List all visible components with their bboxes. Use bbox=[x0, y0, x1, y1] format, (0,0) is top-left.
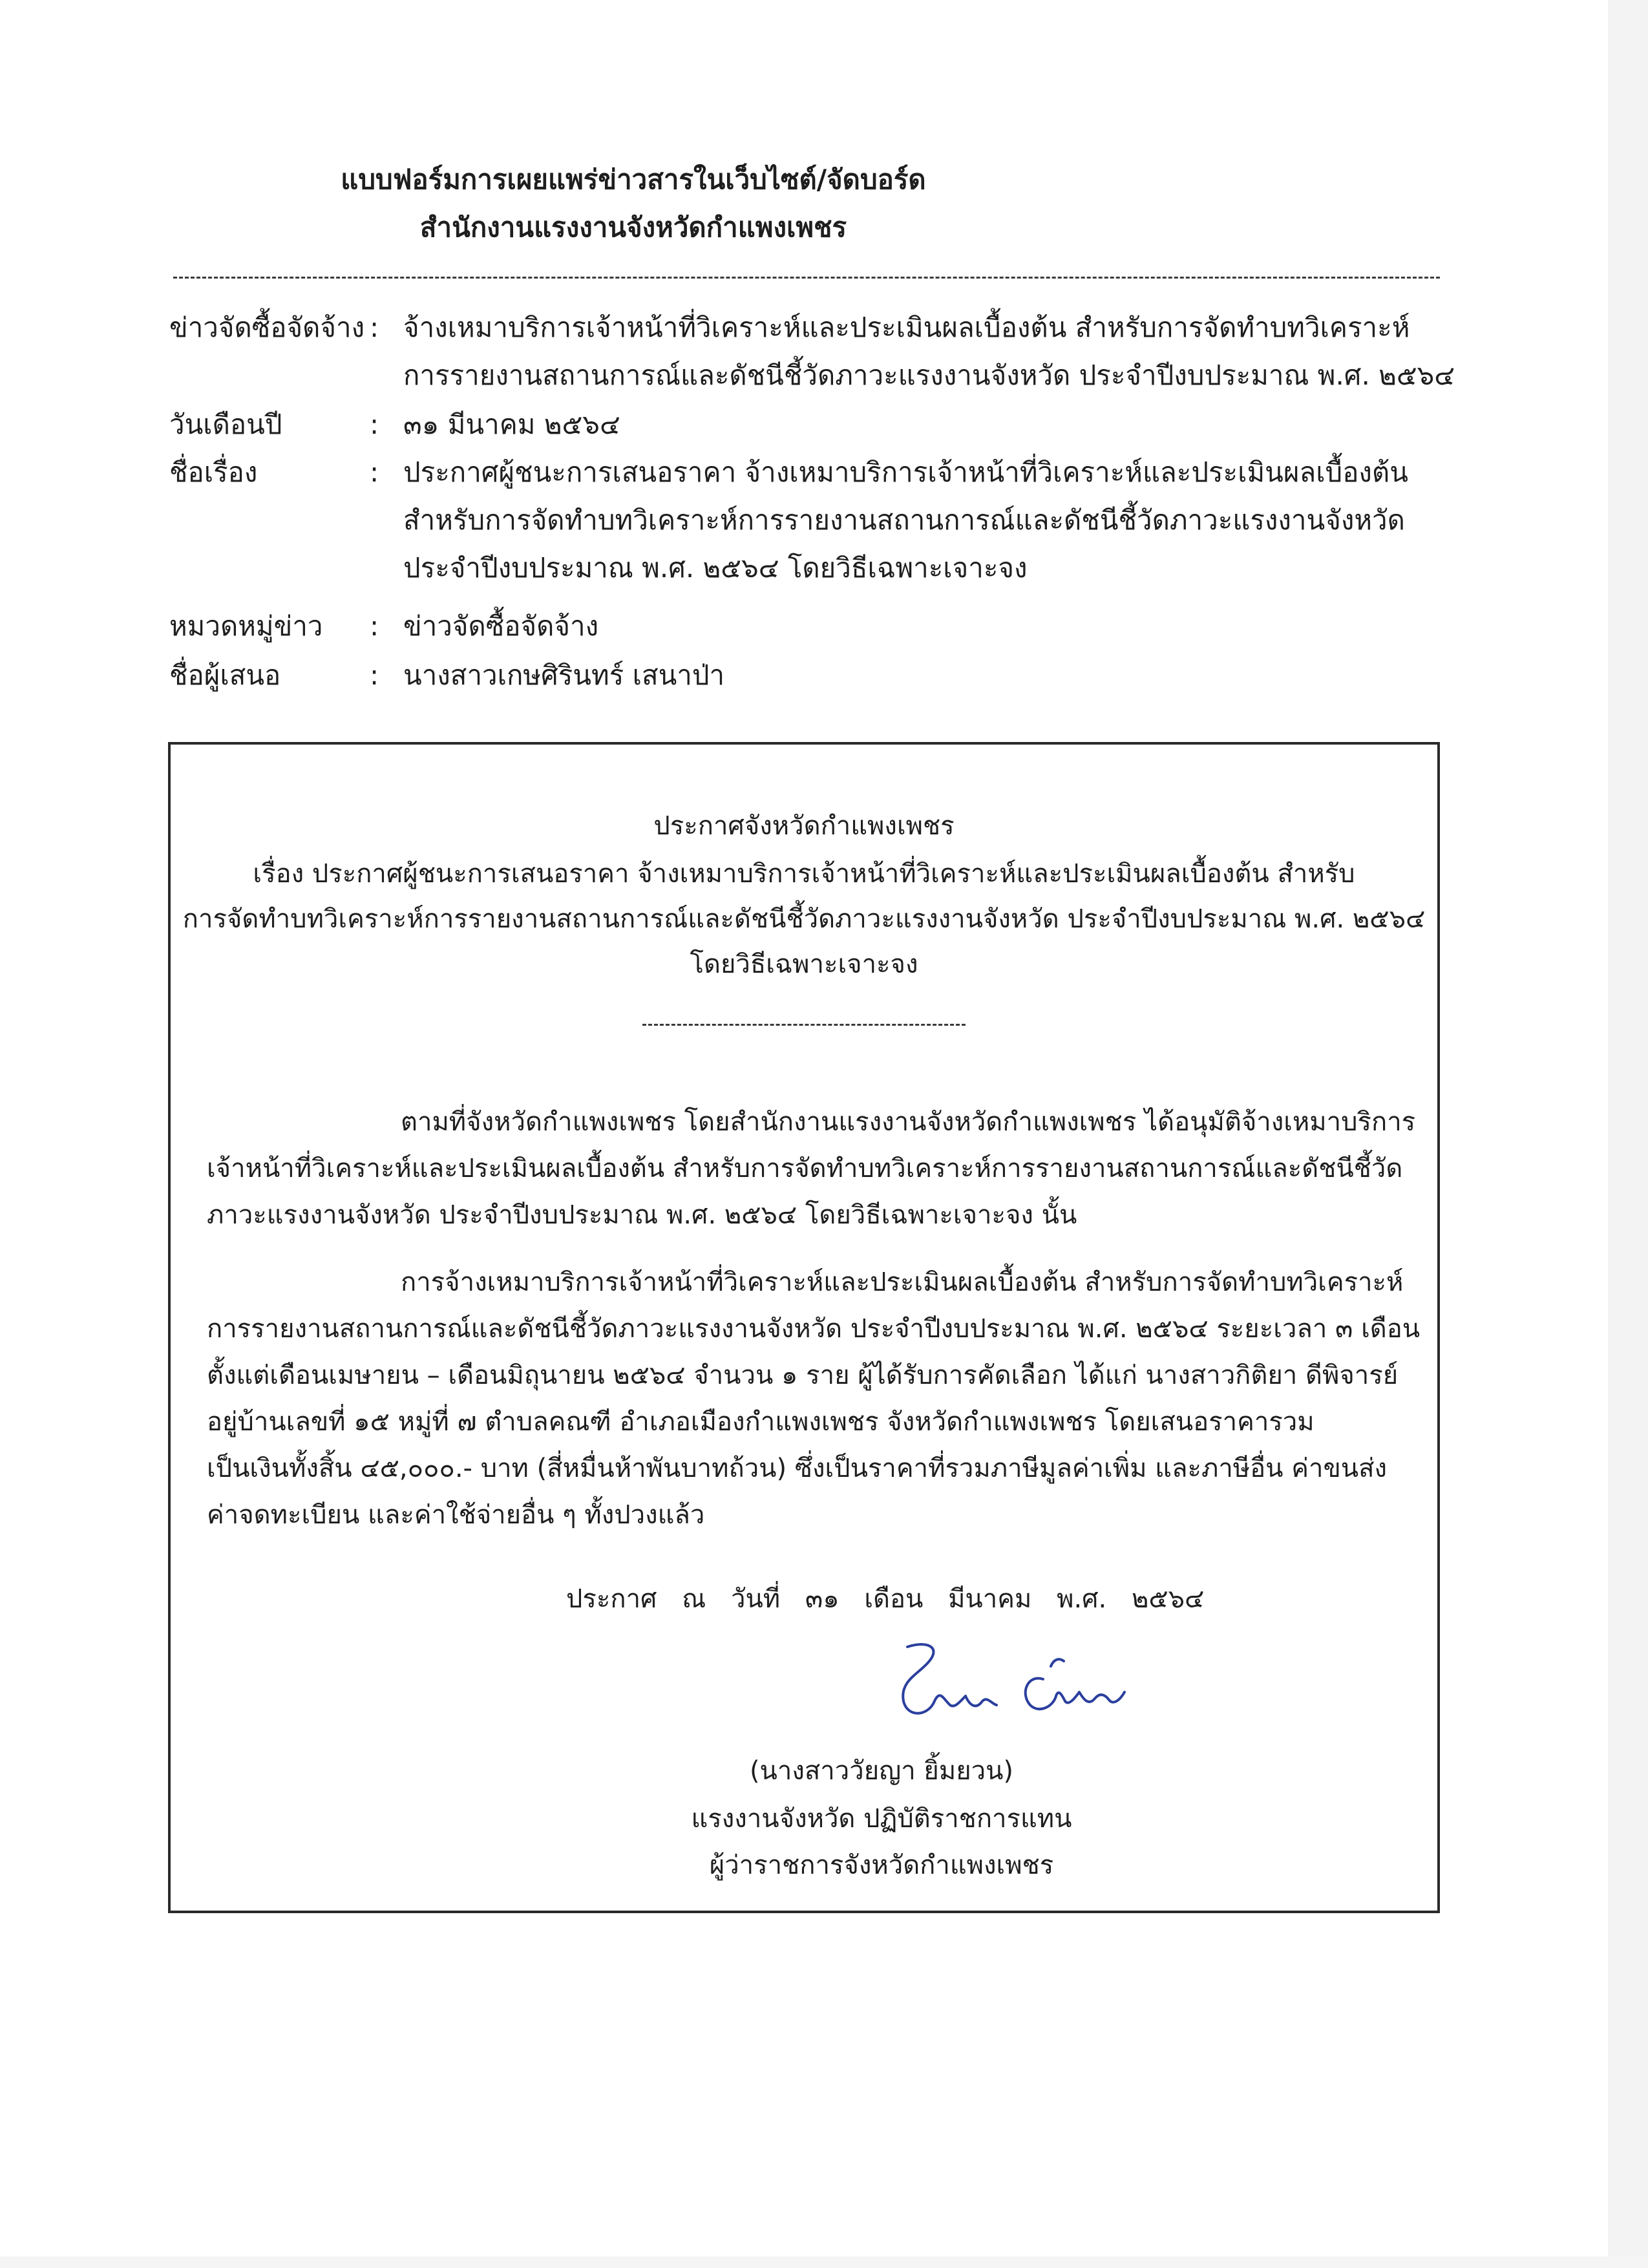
header-divider bbox=[173, 277, 1440, 279]
date-day-label: วันที่ bbox=[730, 1584, 781, 1614]
scan-bottom-edge bbox=[0, 2256, 1648, 2268]
paragraph-line: ค่าจดทะเบียน และค่าใช้จ่ายอื่น ๆ ทั้งปวงแล้ว bbox=[207, 1500, 705, 1530]
office-title: สำนักงานแรงงานจังหวัดกำแพงเพชร bbox=[419, 211, 847, 243]
meta-value bbox=[403, 449, 1437, 592]
meta-colon: : bbox=[370, 312, 379, 343]
paragraph-line: เป็นเงินทั้งสิ้น ๔๕,๐๐๐.- บาท (สี่หมื่นห้าพันบาทถ้วน) ซึ่งเป็นราคาที่รวมภาษีมูลค่าเพิ่ม และภาษีอื่น ค่าขนส่ง bbox=[207, 1454, 1388, 1483]
announcement-box bbox=[168, 742, 1440, 1913]
paragraph-2 bbox=[207, 1259, 1421, 1538]
announcement-divider bbox=[642, 1024, 966, 1026]
meta-value bbox=[403, 602, 1437, 650]
signer-position-2: ผู้ว่าราชการจังหวัดกำแพงเพชร bbox=[709, 1850, 1054, 1880]
announcement-date-line bbox=[566, 1580, 1221, 1618]
meta-colon: : bbox=[370, 408, 379, 440]
paragraph-line: เจ้าหน้าที่วิเคราะห์และประเมินผลเบื้องต้น สำหรับการจัดทำบทวิเคราะห์การรายงานสถานการณ์และดัชนีชี้วัด bbox=[207, 1154, 1403, 1183]
date-year-label: พ.ศ. bbox=[1057, 1584, 1107, 1614]
meta-colon: : bbox=[370, 659, 379, 691]
date-prefix: ประกาศ bbox=[566, 1584, 657, 1614]
meta-colon: : bbox=[370, 610, 379, 642]
meta-value bbox=[403, 652, 1437, 699]
meta-value-line: การรายงานสถานการณ์และดัชนีชี้วัดภาวะแรงงานจังหวัด ประจำปีงบประมาณ พ.ศ. ๒๕๖๔ bbox=[403, 359, 1455, 391]
meta-value bbox=[403, 304, 1455, 399]
meta-label: ข่าวจัดซื้อจัดจ้าง bbox=[169, 312, 365, 343]
meta-value-line: ๓๑ มีนาคม ๒๕๖๔ bbox=[403, 408, 620, 440]
announcement-subject-line: การจัดทำบทวิเคราะห์การรายงานสถานการณ์และดัชนีชี้วัดภาวะแรงงานจังหวัด ประจำปีงบประมาณ พ.ศ. ๒๕๖๔ bbox=[182, 904, 1426, 934]
meta-value-line: สำหรับการจัดทำบทวิเคราะห์การรายงานสถานการณ์และดัชนีชี้วัดภาวะแรงงานจังหวัด bbox=[403, 504, 1405, 536]
paragraph-1 bbox=[207, 1099, 1416, 1238]
meta-value-line: ประจำปีงบประมาณ พ.ศ. ๒๕๖๔ โดยวิธีเฉพาะเจาะจง bbox=[403, 552, 1028, 584]
paragraph-line: ภาวะแรงงานจังหวัด ประจำปีงบประมาณ พ.ศ. ๒๕๖๔ โดยวิธีเฉพาะเจาะจง นั้น bbox=[207, 1200, 1077, 1230]
meta-value-line: ข่าวจัดซื้อจัดจ้าง bbox=[403, 610, 599, 642]
meta-colon: : bbox=[370, 456, 379, 488]
paragraph-line: ตามที่จังหวัดกำแพงเพชร โดยสำนักงานแรงงานจังหวัดกำแพงเพชร ได้อนุมัติจ้างเหมาบริการ bbox=[401, 1107, 1416, 1137]
meta-label: หมวดหมู่ข่าว bbox=[169, 610, 323, 642]
date-month: มีนาคม bbox=[948, 1584, 1032, 1614]
meta-label: ชื่อเรื่อง bbox=[169, 456, 258, 488]
announcement-subject-line: โดยวิธีเฉพาะเจาะจง bbox=[690, 949, 918, 979]
date-year: ๒๕๖๔ bbox=[1131, 1584, 1205, 1614]
meta-value-line: นางสาวเกษศิรินทร์ เสนาป่า bbox=[403, 659, 725, 691]
announcement-subject-line: เรื่อง ประกาศผู้ชนะการเสนอราคา จ้างเหมาบริการเจ้าหน้าที่วิเคราะห์และประเมินผลเบื้องต้น สำหรับ bbox=[253, 859, 1355, 889]
paragraph-line: การรายงานสถานการณ์และดัชนีชี้วัดภาวะแรงงานจังหวัด ประจำปีงบประมาณ พ.ศ. ๒๕๖๔ ระยะเวลา ๓ เดือน bbox=[207, 1314, 1421, 1344]
meta-label: วันเดือนปี bbox=[169, 408, 282, 440]
meta-value-line: ประกาศผู้ชนะการเสนอราคา จ้างเหมาบริการเจ้าหน้าที่วิเคราะห์และประเมินผลเบื้องต้น bbox=[403, 456, 1408, 488]
signer-position: แรงงานจังหวัด ปฏิบัติราชการแทน bbox=[691, 1804, 1072, 1834]
signer-name: (นางสาววัยญา ยิ้มยวน) bbox=[749, 1756, 1014, 1786]
form-title: แบบฟอร์มการเผยแพร่ข่าวสารในเว็บไซต์/จัดบอร์ด bbox=[341, 164, 926, 195]
paragraph-line: ตั้งแต่เดือนเมษายน – เดือนมิถุนายน ๒๕๖๔ จำนวน ๑ ราย ผู้ได้รับการคัดเลือก ได้แก่ นางสาวกิติยา ดีพิจารย์ bbox=[207, 1361, 1399, 1390]
date-day: ๓๑ bbox=[805, 1584, 840, 1614]
meta-label: ชื่อผู้เสนอ bbox=[169, 659, 281, 691]
scan-edge bbox=[1608, 0, 1648, 2268]
paragraph-line: การจ้างเหมาบริการเจ้าหน้าที่วิเคราะห์และประเมินผลเบื้องต้น สำหรับการจัดทำบทวิเคราะห์ bbox=[401, 1267, 1404, 1297]
date-na: ณ bbox=[682, 1584, 706, 1614]
handwritten-signature bbox=[882, 1634, 1153, 1744]
paragraph-line: อยู่บ้านเลขที่ ๑๕ หมู่ที่ ๗ ตำบลคณฑี อำเภอเมืองกำแพงเพชร จังหวัดกำแพงเพชร โดยเสนอราคารวม bbox=[207, 1407, 1315, 1437]
meta-value bbox=[403, 401, 1437, 449]
date-month-label: เดือน bbox=[864, 1584, 924, 1614]
meta-value-line: จ้างเหมาบริการเจ้าหน้าที่วิเคราะห์และประเมินผลเบื้องต้น สำหรับการจัดทำบทวิเคราะห์ bbox=[403, 312, 1410, 343]
announcement-heading: ประกาศจังหวัดกำแพงเพชร bbox=[653, 811, 955, 841]
